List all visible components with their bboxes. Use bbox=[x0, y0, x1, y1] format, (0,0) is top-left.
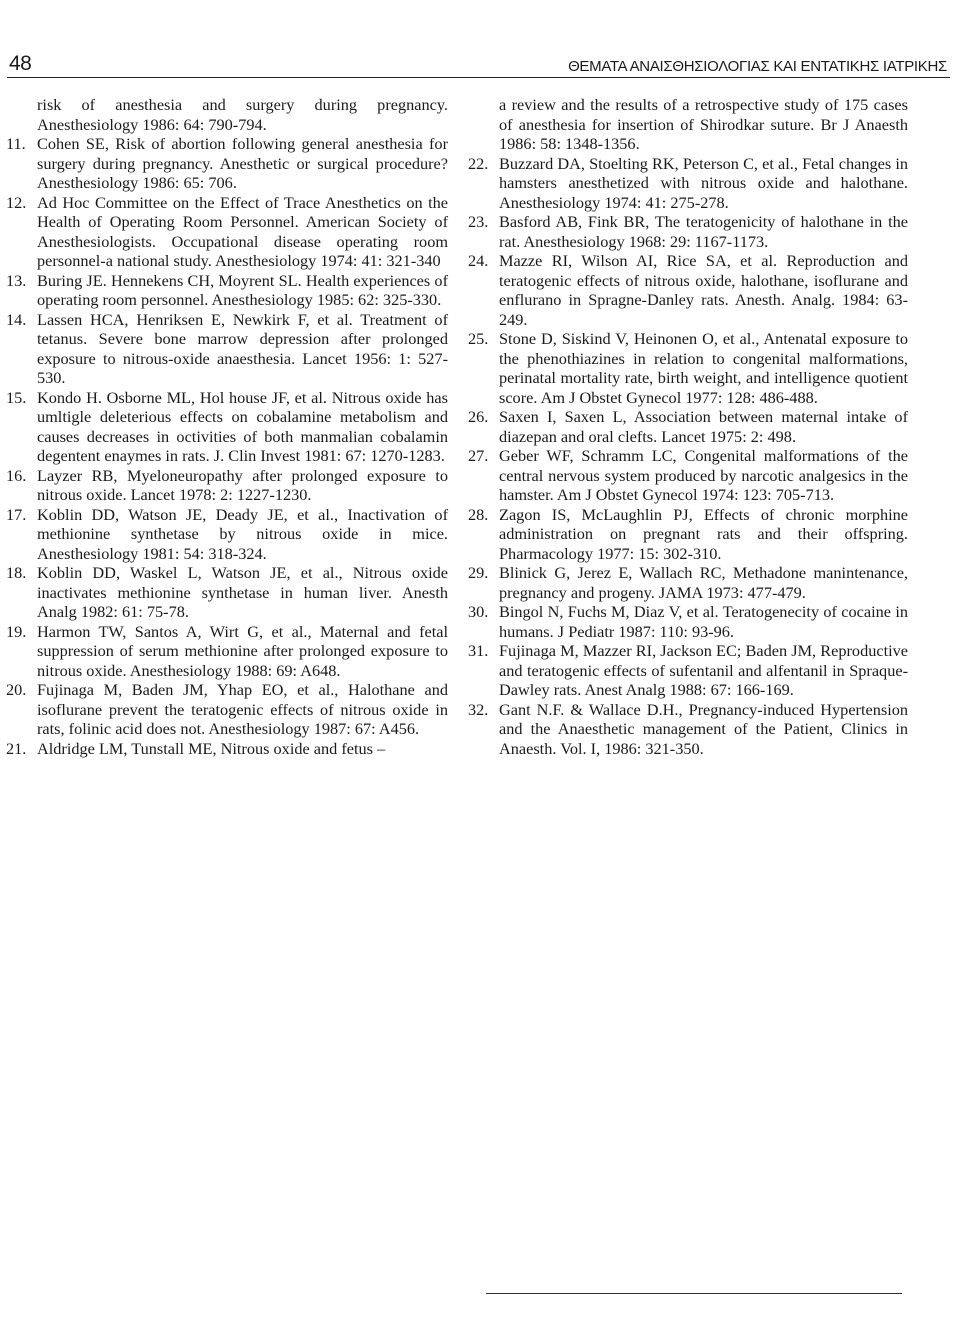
reference-text: Geber WF, Schramm LC, Congenital malformations of the central nervous system produced by narcotic analgesics in the hamster. Am J Obstet Gynecol 1974: 123: 705-713. bbox=[499, 446, 908, 504]
reference-text: Ad Hoc Committee on the Effect of Trace Anesthetics on the Health of Operating Room Personnel. American Society of Anesthesiologists. Occupational disease operating room personnel-a national study. Anesthesiology 1974: 41: 321-340 bbox=[37, 192, 448, 270]
reference-number: 30. bbox=[468, 602, 489, 621]
reference-text: Gant N.F. & Wallace D.H., Pregnancy-induced Hypertension and the Anaesthetic management of the Patient, Clinics in Anaesth. Vol. I, 1986: 321-350. bbox=[499, 699, 908, 758]
reference-number: 17. bbox=[6, 504, 27, 524]
reference-item bbox=[6, 134, 448, 193]
reference-text: Koblin DD, Waskel L, Watson JE, et al., Nitrous oxide inactivates methionine synthetase in human liver. Anesth Analg 1982: 61: 75-78. bbox=[37, 563, 448, 621]
reference-number: 14. bbox=[6, 309, 27, 329]
reference-text: Stone D, Siskind V, Heinonen O, et al., Antenatal exposure to the phenothiazines in relation to congenital malformations, perinatal mortality rate, birth weight, and intelligence quotient score. Am J Obstet Gynecol 1977: 128: 486-488. bbox=[499, 329, 908, 407]
reference-text: Zagon IS, McLaughlin PJ, Effects of chronic morphine administration on pregnant rats and their offspring. Pharmacology 1977: 15: 302-310. bbox=[499, 504, 908, 563]
reference-number: 32. bbox=[468, 699, 489, 719]
reference-item bbox=[468, 602, 908, 641]
reference-text: Blinick G, Jerez E, Wallach RC, Methadone manintenance, pregnancy and progeny. JAMA 1973: 477-479. bbox=[499, 563, 908, 602]
reference-item bbox=[6, 95, 448, 134]
reference-number: 18. bbox=[6, 563, 27, 582]
reference-item bbox=[6, 466, 448, 505]
reference-number: 15. bbox=[6, 387, 27, 407]
page-number: 48 bbox=[9, 52, 32, 75]
reference-text: Buzzard DA, Stoelting RK, Peterson C, et al., Fetal changes in hamsters anesthetized with nitrous oxide and halothane. Anesthesiology 1974: 41: 275-278. bbox=[499, 153, 908, 212]
reference-item bbox=[6, 739, 448, 759]
reference-text: Fujinaga M, Baden JM, Yhap EO, et al., Halothane and isoflurane prevent the teratogenic effects of nitrous oxide in rats, folinic acid does not. Anesthesiology 1987: 67: A456. bbox=[37, 680, 448, 738]
reference-item bbox=[468, 329, 908, 407]
reference-item bbox=[6, 680, 448, 739]
reference-number: 23. bbox=[468, 212, 489, 231]
reference-item bbox=[468, 154, 908, 213]
reference-item bbox=[468, 407, 908, 446]
reference-text: Lassen HCA, Henriksen E, Newkirk F, et al. Treatment of tetanus. Severe bone marrow depression after prolonged exposure to nitrous-oxide anaesthesia. Lancet 1956: 1: 527-530. bbox=[37, 309, 448, 387]
reference-number: 26. bbox=[468, 407, 489, 426]
reference-text: a review and the results of a retrospective study of 175 cases of anesthesia for insertion of Shirodkar suture. Br J Anaesth 1986: 58: 1348-1356. bbox=[499, 95, 908, 153]
reference-text: Cohen SE, Risk of abortion following general anesthesia for surgery during pregnancy. Anesthetic or surgical procedure? Anesthesiology 1986: 65: 706. bbox=[37, 134, 448, 192]
reference-item bbox=[6, 622, 448, 681]
reference-text: Mazze RI, Wilson AI, Rice SA, et al. Reproduction and teratogenic effects of nitrous oxide, halothane, isoflurane and enflurano in Spragne-Danley rats. Anesth. Analg. 1984: 63-249. bbox=[499, 251, 908, 329]
reference-number: 31. bbox=[468, 641, 489, 660]
reference-item bbox=[6, 310, 448, 388]
reference-text: Kondo H. Osborne ML, Hol house JF, et al. Nitrous oxide has umltigle deleterious effects on cobalamine metabolism and causes decreases in octivities of both manmalian cobalamin degentent enaymes in rats. J. Clin Invest 1981: 67: 1270-1283. bbox=[37, 387, 448, 465]
reference-number: 20. bbox=[6, 680, 27, 699]
reference-item bbox=[468, 505, 908, 564]
reference-item bbox=[468, 446, 908, 505]
reference-number: 16. bbox=[6, 465, 27, 485]
reference-item bbox=[468, 563, 908, 602]
reference-item bbox=[468, 641, 908, 700]
reference-item bbox=[6, 193, 448, 271]
reference-item bbox=[6, 388, 448, 466]
reference-item bbox=[468, 251, 908, 329]
reference-text: Koblin DD, Watson JE, Deady JE, et al., Inactivation of methionine synthetase by nitrous oxide in mice. Anesthesiology 1981: 54: 318-324. bbox=[37, 504, 448, 563]
reference-text: Aldridge LM, Tunstall ME, Nitrous oxide and fetus – bbox=[37, 738, 386, 758]
reference-number: 21. bbox=[6, 738, 27, 758]
reference-number: 12. bbox=[6, 192, 27, 212]
reference-text: Harmon TW, Santos A, Wirt G, et al., Maternal and fetal suppression of serum methionine after prolonged exposure to nitrous oxide. Anesthesiology 1988: 69: A648. bbox=[37, 621, 448, 680]
reference-number: 25. bbox=[468, 329, 489, 348]
reference-number: 13. bbox=[6, 270, 27, 290]
reference-number: 24. bbox=[468, 251, 489, 270]
footer-rule bbox=[486, 1293, 902, 1294]
reference-text: risk of anesthesia and surgery during pregnancy. Anesthesiology 1986: 64: 790-794. bbox=[37, 95, 448, 134]
reference-item bbox=[468, 95, 908, 154]
reference-text: Saxen I, Saxen L, Association between maternal intake of diazepan and oral clefts. Lancet 1975: 2: 498. bbox=[499, 407, 908, 446]
reference-number: 22. bbox=[468, 153, 489, 173]
reference-item bbox=[6, 505, 448, 564]
reference-text: Layzer RB, Myeloneuropathy after prolonged exposure to nitrous oxide. Lancet 1978: 2: 1227-1230. bbox=[37, 465, 448, 504]
reference-text: Buring JE. Hennekens CH, Moyrent SL. Health experiences of operating room personnel. Anesthesiology 1985: 62: 325-330. bbox=[37, 270, 448, 309]
reference-number: 28. bbox=[468, 504, 489, 524]
reference-item bbox=[6, 563, 448, 622]
reference-item bbox=[468, 700, 908, 759]
reference-text: Bingol N, Fuchs M, Diaz V, et al. Teratogenecity of cocaine in humans. J Pediatr 1987: 110: 93-96. bbox=[499, 602, 908, 641]
reference-text: Fujinaga M, Mazzer RI, Jackson EC; Baden JM, Reproductive and teratogenic effects of sufentanil and alfentanil in Spraque-Dawley rats. Anest Analg 1988: 67: 166-169. bbox=[499, 641, 908, 699]
reference-number: 11. bbox=[6, 134, 26, 153]
reference-item bbox=[6, 271, 448, 310]
reference-number: 19. bbox=[6, 621, 27, 641]
left-reference-column bbox=[6, 95, 448, 758]
right-reference-column bbox=[468, 95, 908, 758]
reference-number: 29. bbox=[468, 563, 489, 582]
reference-item bbox=[468, 212, 908, 251]
reference-text: Basford AB, Fink BR, The teratogenicity of halothane in the rat. Anesthesiology 1968: 29: 1167-1173. bbox=[499, 212, 908, 251]
running-head: ΘΕΜΑΤΑ ΑΝΑΙΣΘΗΣΙΟΛΟΓΙΑΣ ΚΑΙ ΕΝΤΑΤΙΚΗΣ ΙΑΤΡΙΚΗΣ bbox=[568, 58, 947, 75]
reference-number: 27. bbox=[468, 446, 489, 465]
header-rule bbox=[7, 77, 950, 78]
